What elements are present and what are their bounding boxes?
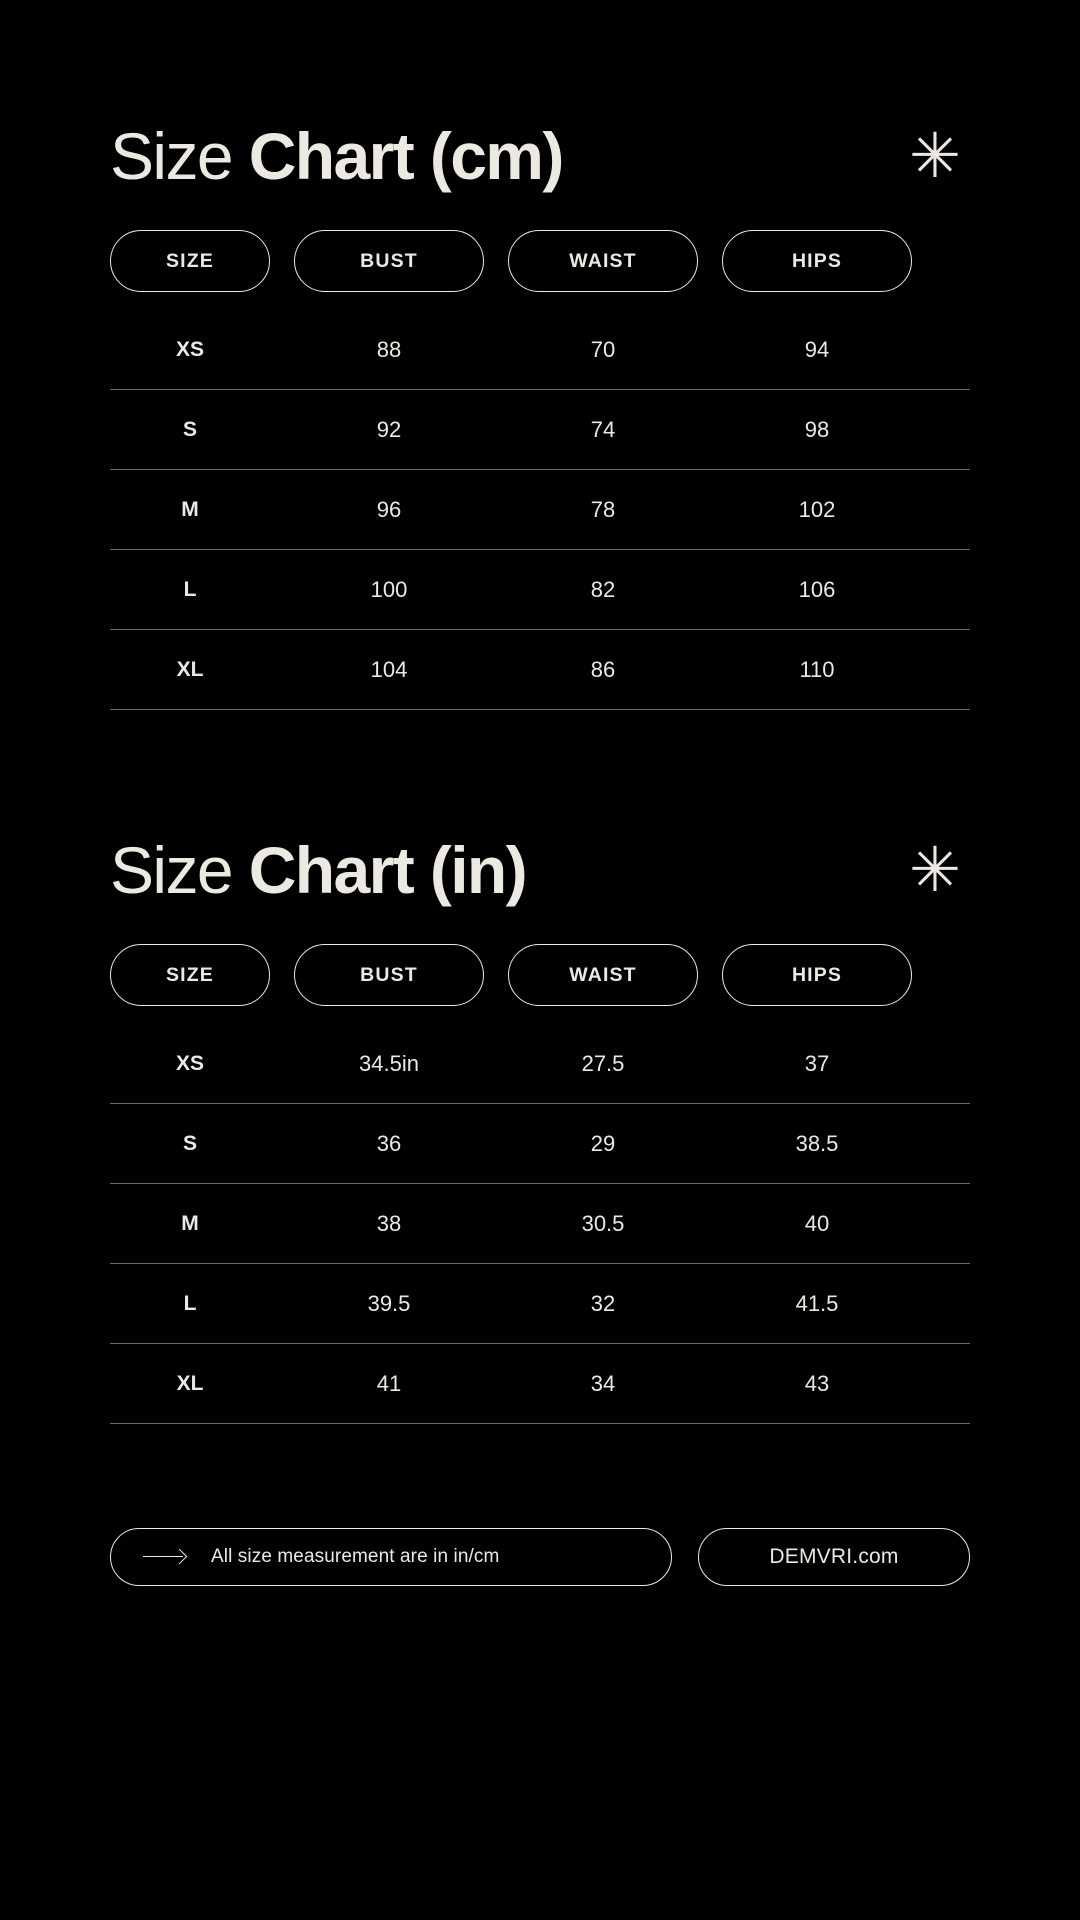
table-row [110,470,970,550]
cell-waist: 34 [590,1370,616,1396]
cell-size: S [182,1131,197,1155]
table-row [110,1024,970,1104]
column-header-waist: WAIST [508,230,698,292]
cell-waist: 86 [590,656,616,682]
cell-bust: 36 [376,1130,402,1156]
footer [110,1528,970,1586]
cell-hips: 106 [798,576,836,602]
table-row [110,550,970,630]
cell-size: L [183,1291,197,1315]
cell-bust: 104 [370,656,408,682]
table-row [110,390,970,470]
cell-hips: 110 [799,656,835,682]
cell-size: XL [176,1371,204,1395]
cell-size: S [182,417,197,441]
cell-size: XS [175,1051,204,1075]
table-row [110,1264,970,1344]
cell-bust: 34.5in [359,1050,419,1076]
cell-bust: 92 [376,416,402,442]
measurement-note-label: All size measurement are in in/cm [211,1546,500,1567]
column-header-size: SIZE [110,944,270,1006]
table-row [110,630,970,710]
arrow-right-icon [143,1548,187,1566]
page-title-cm [110,108,563,204]
title-bold-in: Chart (in) [248,833,527,907]
cell-bust: 39.5 [367,1290,411,1316]
section-header-cm [110,108,970,204]
page-title-in [110,822,526,918]
table-row [110,1104,970,1184]
cell-size: M [181,497,199,521]
column-header-waist: WAIST [508,944,698,1006]
cell-waist: 78 [590,496,616,522]
table-row [110,1184,970,1264]
cell-hips: 40 [804,1210,830,1236]
table-row [110,1344,970,1424]
cell-hips: 43 [804,1370,830,1396]
size-chart-section-in [110,822,970,1424]
column-header-row-in [110,944,970,1006]
cell-hips: 102 [798,496,836,522]
cell-waist: 74 [590,416,616,442]
cell-bust: 41 [376,1370,402,1396]
column-header-bust: BUST [294,230,484,292]
brand-label: DEMVRI.com [769,1545,899,1568]
column-header-size: SIZE [110,230,270,292]
column-header-hips: HIPS [722,230,912,292]
cell-size: L [183,577,197,601]
asterisk-icon: ✳ [909,833,961,906]
title-light-cm: Size [110,119,249,193]
size-table-cm [110,310,970,710]
section-header-in [110,822,970,918]
cell-bust: 88 [376,336,402,362]
measurement-note [110,1528,672,1586]
cell-hips: 98 [804,416,830,442]
cell-waist: 82 [590,576,616,602]
title-light-in: Size [110,833,249,907]
cell-hips: 37 [804,1050,830,1076]
cell-waist: 29 [590,1130,616,1156]
cell-waist: 30.5 [581,1210,625,1236]
cell-size: M [181,1211,199,1235]
cell-size: XL [176,657,204,681]
cell-bust: 38 [376,1210,402,1236]
cell-bust: 96 [376,496,402,522]
cell-waist: 32 [590,1290,616,1316]
cell-waist: 27.5 [581,1050,625,1076]
brand-link[interactable] [698,1528,970,1586]
cell-bust: 100 [370,576,408,602]
cell-hips: 41.5 [795,1290,839,1316]
cell-hips: 38.5 [795,1130,839,1156]
size-table-in [110,1024,970,1424]
cell-waist: 70 [590,336,616,362]
column-header-bust: BUST [294,944,484,1006]
table-row [110,310,970,390]
column-header-row-cm [110,230,970,292]
column-header-hips: HIPS [722,944,912,1006]
size-chart-section-cm [110,108,970,710]
title-bold-cm: Chart (cm) [248,119,563,193]
asterisk-icon: ✳ [909,119,961,192]
cell-size: XS [175,337,204,361]
content-column [110,0,970,1586]
cell-hips: 94 [804,336,830,362]
